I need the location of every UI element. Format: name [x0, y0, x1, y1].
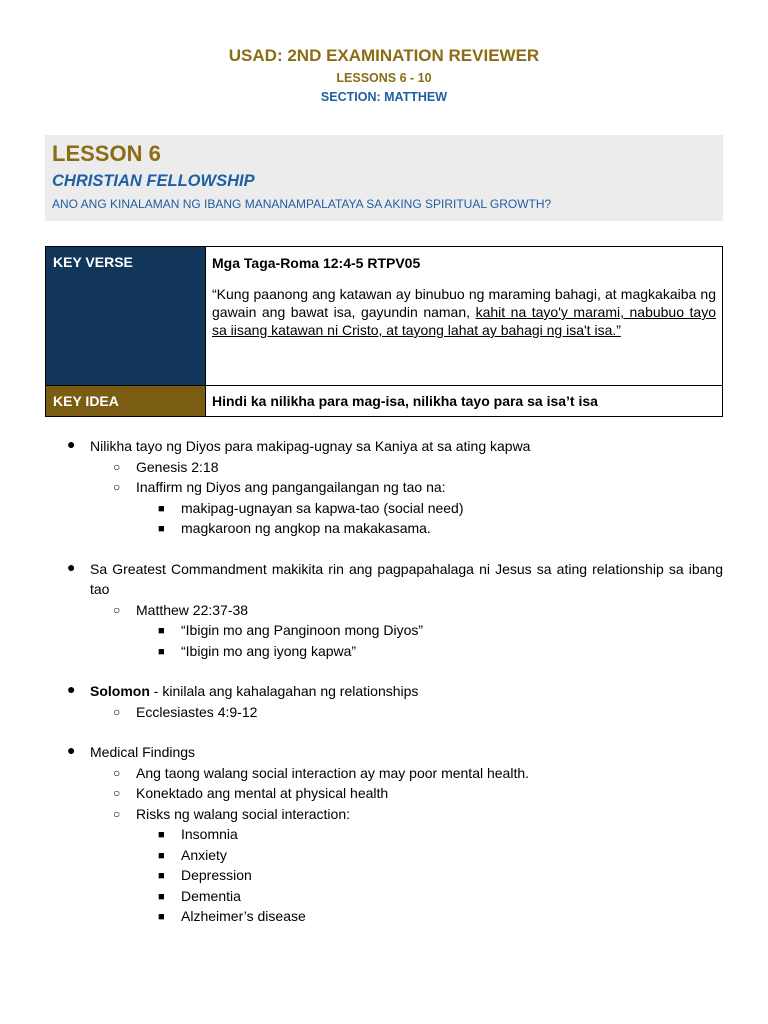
bullet-circle-icon: ○ [113, 806, 121, 821]
list-item [0, 906, 768, 927]
list-item [0, 702, 768, 723]
lesson-header-panel [45, 135, 723, 221]
bullet-dot-icon: ● [67, 681, 76, 697]
list-item [0, 886, 768, 907]
bullet-square-icon: ■ [158, 870, 165, 882]
bullet-text: Alzheimer’s disease [181, 908, 306, 924]
bullet-text: Ecclesiastes 4:9-12 [136, 703, 258, 720]
bullet-text: Ang taong walang social interaction ay may poor mental health. [136, 764, 530, 781]
lesson-question: ANO ANG KINALAMAN NG IBANG MANANAMPALATAYA SA AKING SPIRITUAL GROWTH? [52, 197, 552, 211]
list-item [0, 845, 768, 866]
bullet-text-bold: Solomon [90, 683, 150, 699]
key-verse-label-cell [46, 247, 206, 386]
bullet-square-icon: ■ [158, 625, 165, 637]
lesson-number: LESSON 6 [52, 141, 161, 166]
bullet-text: Inaffirm ng Diyos ang pangangailangan ng tao na: [136, 479, 446, 495]
verse-text-underlined: kahit na tayo'y marami, nabubuo tayo sa iisang katawan ni Cristo, at tayong lahat ay bahagi ng isa't isa.” [212, 304, 716, 338]
list-item [0, 620, 768, 641]
list-item [0, 804, 768, 825]
lessons-range: LESSONS 6 - 10 [336, 71, 432, 85]
list-item [0, 436, 768, 457]
bullet-dot-icon: ● [67, 558, 76, 575]
bullet-text: “Ibigin mo ang iyong kapwa” [181, 642, 357, 659]
key-idea-text: Hindi ka nilikha para mag-isa, nilikha tayo para sa isa’t isa [212, 393, 598, 409]
bullet-circle-icon: ○ [113, 480, 121, 494]
list-item [0, 742, 768, 763]
bullet-text: Risks ng walang social interaction: [136, 805, 350, 822]
key-idea-label: KEY IDEA [53, 393, 119, 409]
bullet-text: - kinilala ang kahalagahan ng relationships [149, 683, 419, 699]
list-item [0, 498, 768, 519]
lesson-topic: CHRISTIAN FELLOWSHIP [52, 172, 255, 190]
bullet-circle-icon: ○ [113, 602, 121, 617]
bullet-text: makipag-ugnayan sa kapwa-tao (social need) [181, 499, 464, 516]
bullet-square-icon: ■ [158, 829, 165, 841]
bullet-text: “Ibigin mo ang Panginoon mong Diyos” [181, 622, 424, 638]
bullet-square-icon: ■ [158, 911, 165, 923]
bullet-text: Sa Greatest Commandment makikita rin ang pagpapahalaga ni Jesus sa ating relationship sa ibang tao [90, 560, 723, 597]
list-item [0, 600, 768, 621]
list-item [0, 763, 768, 784]
list-item [0, 783, 768, 804]
bullet-text: Insomnia [181, 826, 238, 842]
bullet-square-icon: ■ [158, 523, 165, 535]
bullet-circle-icon: ○ [113, 704, 121, 719]
list-item [0, 518, 768, 539]
bullet-square-icon: ■ [158, 849, 165, 862]
bullet-text: Depression [181, 867, 252, 883]
bullet-text: Matthew 22:37-38 [136, 601, 249, 618]
bullet-circle-icon: ○ [113, 459, 121, 474]
key-idea-label-cell [46, 386, 206, 417]
document-title: USAD: 2ND EXAMINATION REVIEWER [228, 46, 540, 65]
list-item [0, 457, 768, 478]
bullet-circle-icon: ○ [113, 765, 121, 780]
list-item [0, 681, 768, 702]
bullet-dot-icon: ● [67, 742, 76, 758]
key-idea-row [46, 386, 723, 417]
key-idea-content-cell [206, 386, 723, 417]
notes-list [0, 436, 768, 927]
key-verse-row [46, 247, 723, 386]
bullet-square-icon: ■ [158, 502, 165, 515]
bullet-text: Genesis 2:18 [136, 458, 219, 475]
list-item [0, 477, 768, 498]
bullet-circle-icon: ○ [113, 786, 121, 800]
section-label: SECTION: MATTHEW [320, 90, 448, 104]
bullet-dot-icon: ● [67, 436, 76, 452]
bullet-text: Dementia [181, 887, 241, 904]
list-item [0, 824, 768, 845]
verse-text [206, 271, 722, 339]
bullet-text: Medical Findings [90, 744, 196, 760]
bullet-square-icon: ■ [158, 645, 165, 658]
bullet-text: Nilikha tayo ng Diyos para makipag-ugnay sa Kaniya at sa ating kapwa [90, 438, 531, 454]
bullet-text: Anxiety [181, 846, 227, 863]
key-verse-content-cell [206, 247, 723, 386]
verse-reference: Mga Taga-Roma 12:4-5 RTPV05 [212, 255, 421, 271]
key-verse-table [45, 246, 723, 417]
bullet-square-icon: ■ [158, 890, 165, 903]
key-verse-label: KEY VERSE [53, 254, 133, 270]
list-item [0, 865, 768, 886]
bullet-text: Konektado ang mental at physical health [136, 785, 389, 801]
verse-text-plain: “Kung paanong ang katawan ay binubuo ng maraming bahagi, at magkakaiba ng gawain ang bawat isa, gayundin naman, [212, 286, 716, 320]
list-item [0, 559, 768, 600]
bullet-text: magkaroon ng angkop na makakasama. [181, 520, 431, 536]
list-item [0, 641, 768, 662]
